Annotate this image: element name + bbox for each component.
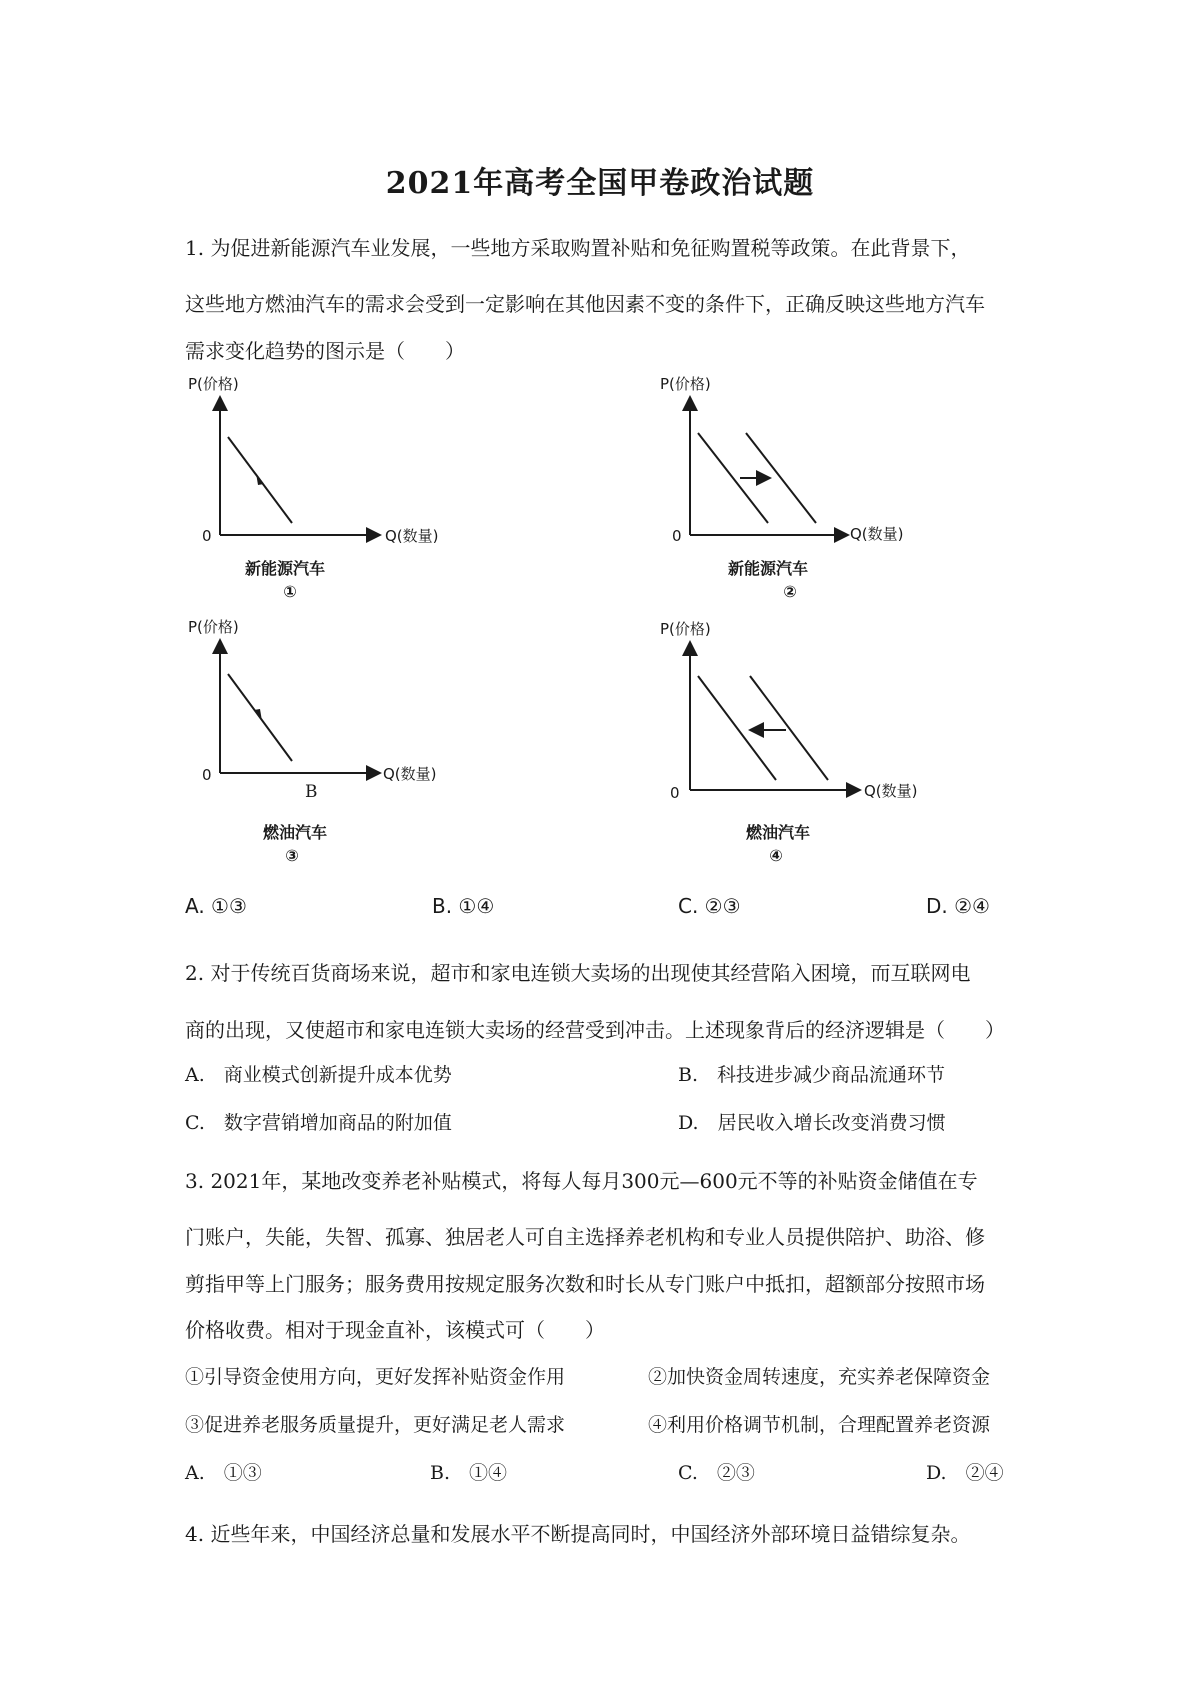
chart-2-marker: ② [783, 582, 797, 601]
chart-2-y-label: P(价格) [660, 375, 711, 393]
q1-option-a[interactable]: A. ①③ [185, 894, 247, 918]
q1-option-c[interactable]: C. ②③ [678, 894, 741, 918]
q3-option-b[interactable]: B. ①④ [430, 1462, 508, 1484]
q3-statement-1: ①引导资金使用方向，更好发挥补贴资金作用 [185, 1366, 566, 1388]
chart-1-origin: 0 [202, 527, 212, 545]
q2-option-d[interactable]: D. 居民收入增长改变消费习惯 [678, 1112, 946, 1134]
chart-4-marker: ④ [769, 846, 783, 865]
q3-statement-3: ③促进养老服务质量提升，更好满足老人需求 [185, 1414, 566, 1436]
chart-1-new-energy [180, 375, 470, 545]
q2-line-1: 2. 对于传统百货商场来说，超市和家电连锁大卖场的出现使其经营陷入困境，而互联网电 [185, 961, 971, 985]
q1-option-b[interactable]: B. ①④ [432, 894, 495, 918]
chart-1-marker: ① [283, 582, 297, 601]
chart-4-demand-line-1 [698, 676, 776, 780]
q4-line-1: 4. 近些年来，中国经济总量和发展水平不断提高同时，中国经济外部环境日益错综复杂。 [185, 1522, 971, 1546]
chart-3-caption: 燃油汽车 [262, 823, 327, 842]
q1-line-1: 1. 为促进新能源汽车业发展，一些地方采取购置补贴和免征购置税等政策。在此背景下， [185, 236, 971, 260]
q3-line-3: 剪指甲等上门服务；服务费用按规定服务次数和时长从专门账户中抵扣，超额部分按照市场 [185, 1272, 985, 1296]
q2-option-c[interactable]: C. 数字营销增加商品的附加值 [185, 1112, 452, 1134]
q3-option-d[interactable]: D. ②④ [926, 1462, 1004, 1484]
q3-line-1: 3. 2021年，某地改变养老补贴模式，将每人每月300元—600元不等的补贴资金储值在专 [185, 1169, 978, 1193]
q1-option-d[interactable]: D. ②④ [926, 894, 990, 918]
q2-option-b[interactable]: B. 科技进步减少商品流通环节 [678, 1064, 946, 1086]
q3-line-2: 门账户，失能，失智、孤寡、独居老人可自主选择养老机构和专业人员提供陪护、助浴、修 [185, 1225, 985, 1249]
chart-4-caption: 燃油汽车 [745, 823, 810, 842]
q1-line-2: 这些地方燃油汽车的需求会受到一定影响在其他因素不变的条件下，正确反映这些地方汽车 [185, 292, 985, 316]
chart-3-move-arrow [254, 709, 262, 721]
chart-2-caption: 新能源汽车 [727, 559, 808, 578]
chart-3-sublabel: B [305, 782, 318, 802]
q2-option-a[interactable]: A. 商业模式创新提升成本优势 [185, 1064, 452, 1086]
chart-4-origin: 0 [670, 784, 680, 802]
chart-4-x-label: Q(数量) [864, 782, 918, 800]
chart-2-new-energy [648, 375, 948, 545]
chart-1-y-label: P(价格) [188, 375, 239, 393]
chart-1-move-arrow [256, 473, 264, 485]
chart-3-y-label: P(价格) [188, 618, 239, 636]
q3-statement-4: ④利用价格调节机制，合理配置养老资源 [648, 1414, 991, 1436]
chart-4-fuel [650, 618, 950, 803]
chart-3-origin: 0 [202, 766, 212, 784]
q1-line-3: 需求变化趋势的图示是（ ） [185, 339, 465, 363]
q3-line-4: 价格收费。相对于现金直补，该模式可（ ） [185, 1318, 605, 1342]
chart-3-marker: ③ [285, 846, 299, 865]
page-title: 2021年高考全国甲卷政治试题 [385, 166, 815, 201]
chart-3-x-label: Q(数量) [383, 765, 437, 783]
chart-2-x-label: Q(数量) [850, 525, 904, 543]
q2-line-2: 商的出现，又使超市和家电连锁大卖场的经营受到冲击。上述现象背后的经济逻辑是（ ） [185, 1018, 1005, 1042]
q3-option-a[interactable]: A. ①③ [185, 1462, 262, 1484]
chart-1-x-label: Q(数量) [385, 527, 439, 545]
chart-2-origin: 0 [672, 527, 682, 545]
chart-3-fuel [180, 618, 470, 788]
q3-statement-2: ②加快资金周转速度，充实养老保障资金 [648, 1366, 991, 1388]
chart-1-caption: 新能源汽车 [244, 559, 325, 578]
chart-4-demand-line-2 [750, 676, 828, 780]
q3-option-c[interactable]: C. ②③ [678, 1462, 755, 1484]
chart-4-y-label: P(价格) [660, 620, 711, 638]
